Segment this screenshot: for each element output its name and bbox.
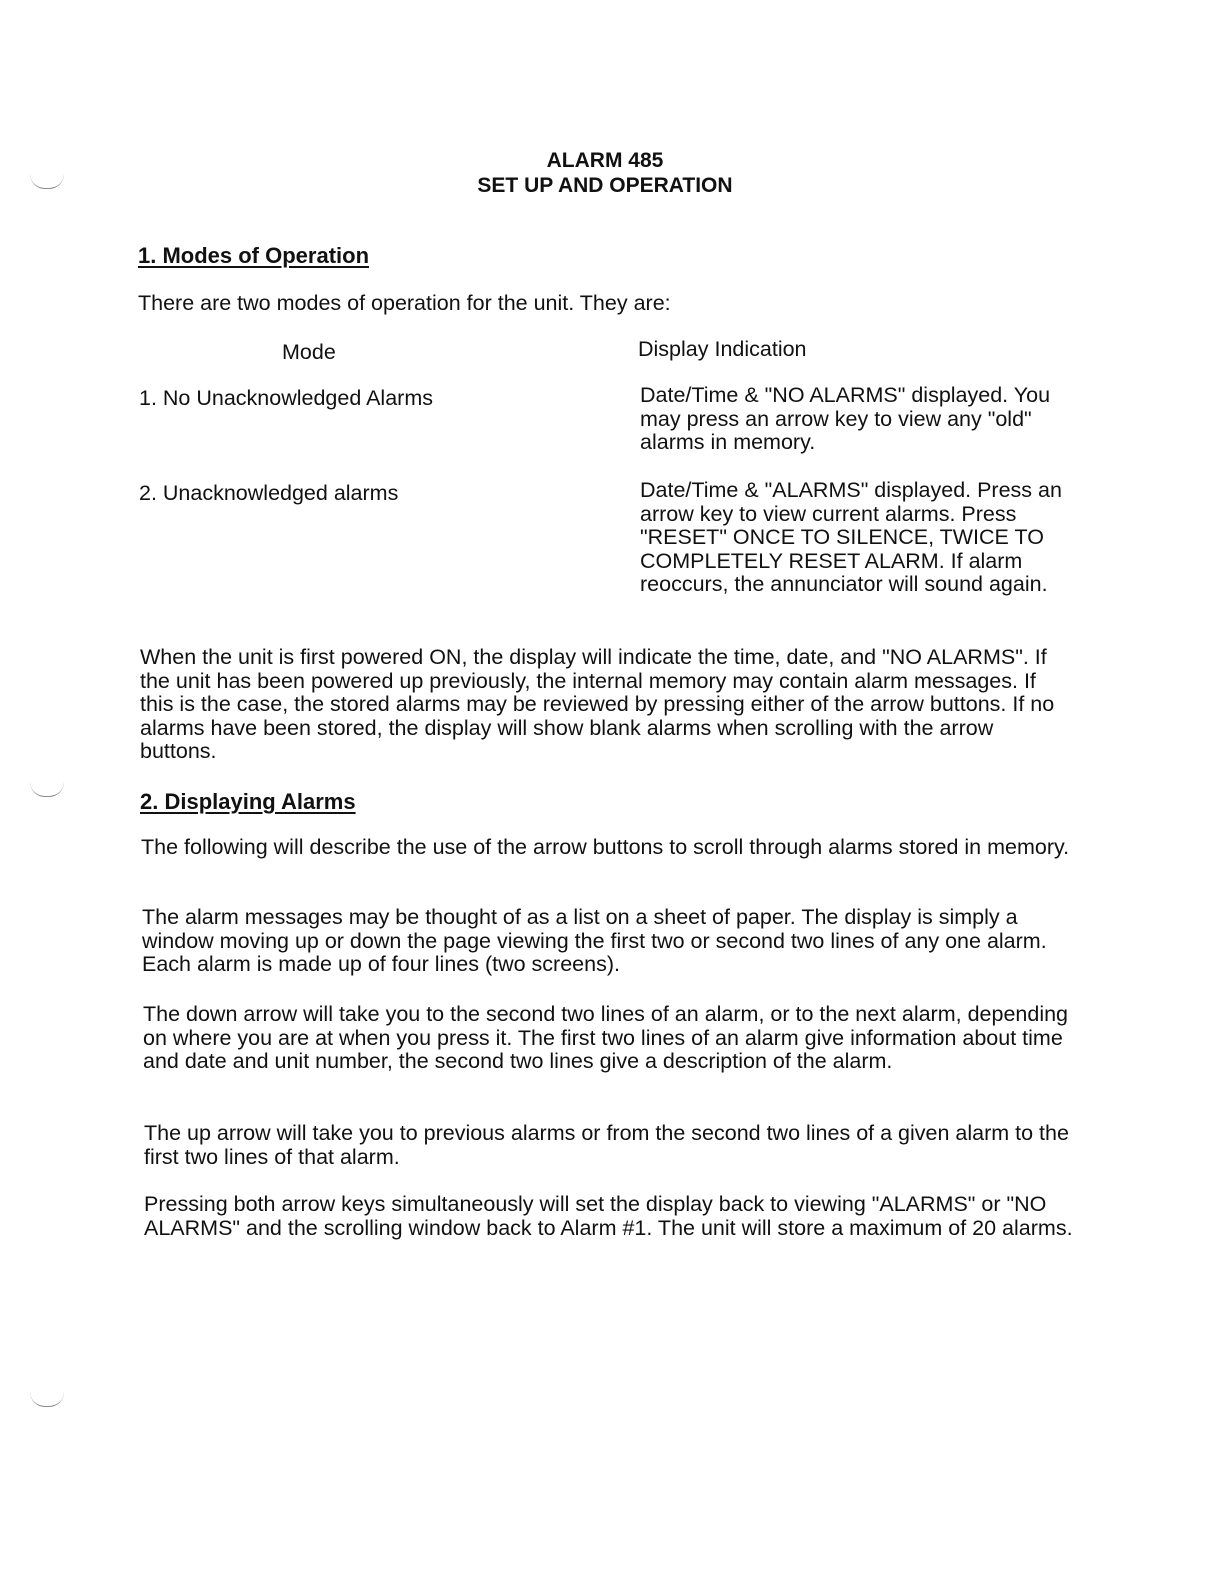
- mode-2-display: Date/Time & "ALARMS" displayed. Press an arrow key to view current alarms. Press "RESET" ONCE TO SILENCE, TWICE TO COMPLETELY RESET ALARM. If alarm reoccurs, the annunciator will sound again.: [640, 478, 1062, 596]
- binder-hole-mark: [30, 1392, 64, 1407]
- section-2-paragraph-3: The down arrow will take you to the second two lines of an alarm, or to the next alarm, depending on where you are at when you press it. The first two lines of an alarm give information about time and date and unit number, the second two lines give a description of the alarm.: [143, 1002, 1069, 1073]
- section-2-paragraph-5: Pressing both arrow keys simultaneously will set the display back to viewing "ALARMS" or "NO ALARMS" and the scrolling window back to Alarm #1. The unit will store a maximum of 20 alarms.: [144, 1192, 1073, 1240]
- mode-1-name: 1. No Unacknowledged Alarms: [139, 386, 433, 410]
- section-2-paragraph-1: The following will describe the use of the arrow buttons to scroll through alarms stored in memory.: [141, 835, 1070, 859]
- title-line-1: ALARM 485: [546, 149, 664, 172]
- binder-hole-mark: [30, 782, 64, 797]
- section-2-paragraph-4: The up arrow will take you to previous alarms or from the second two lines of a given alarm to the first two lines of that alarm.: [144, 1121, 1069, 1169]
- title-line-2: SET UP AND OPERATION: [477, 174, 733, 197]
- section-2-paragraph-2: The alarm messages may be thought of as a list on a sheet of paper. The display is simply a window moving up or down the page viewing the first two or second two lines of any one alarm. Each alarm is made up of four lines (two screens).: [142, 905, 1047, 976]
- section-1-intro: There are two modes of operation for the unit. They are:: [138, 291, 671, 315]
- display-indication-column-header: Display Indication: [638, 337, 807, 361]
- mode-1-display: Date/Time & "NO ALARMS" displayed. You may press an arrow key to view any "old" alarms in memory.: [640, 383, 1051, 454]
- document-title: [0, 148, 1210, 198]
- section-2-heading: 2. Displaying Alarms: [140, 789, 356, 814]
- power-on-paragraph: When the unit is first powered ON, the display will indicate the time, date, and "NO ALARMS". If the unit has been powered up previously, the internal memory may contain alarm messages. If this is the case, the stored alarms may be reviewed by pressing either of the arrow buttons. If no alarms have been stored, the display will show blank alarms when scrolling with the arrow buttons.: [140, 645, 1055, 763]
- mode-2-name: 2. Unacknowledged alarms: [139, 481, 399, 505]
- section-1-heading: 1. Modes of Operation: [138, 243, 370, 268]
- mode-column-header: Mode: [282, 340, 336, 364]
